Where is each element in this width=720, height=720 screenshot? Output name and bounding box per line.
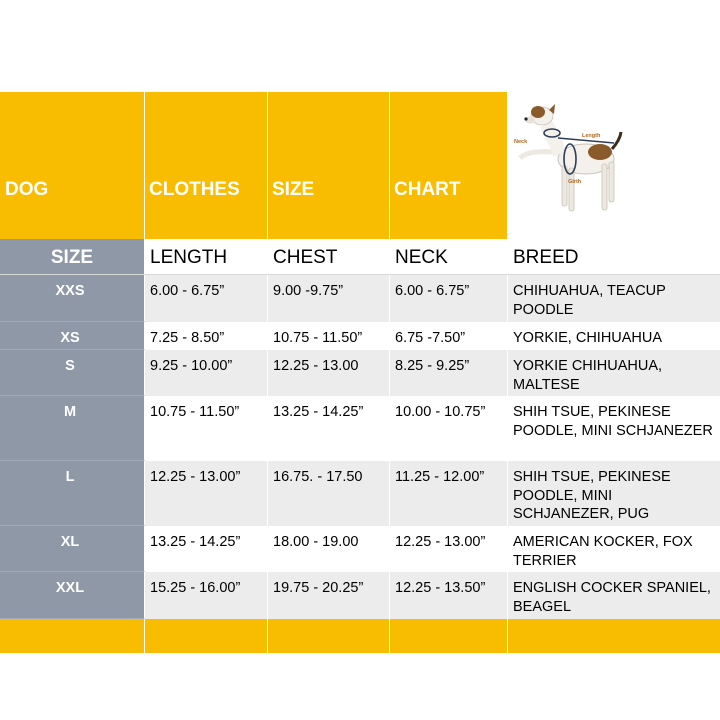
size-cell: L [0,461,145,526]
size-cell: XXL [0,572,145,619]
chest-cell: 13.25 - 14.25” [268,396,390,461]
length-cell: 9.25 - 10.00” [145,350,268,396]
length-cell: 12.25 - 13.00” [145,461,268,526]
label-neck: Neck [514,139,528,145]
neck-cell: 6.75 -7.50” [390,322,508,350]
breed-cell: YORKIE CHIHUAHUA, MALTESE [508,350,720,396]
table-row [0,322,720,350]
footer-band [0,619,720,653]
chest-cell: 12.25 - 13.00 [268,350,390,396]
column-header-neck: NECK [390,239,508,274]
title-header [0,92,720,239]
size-chart [0,92,720,653]
size-cell: S [0,350,145,396]
title-word-dog: DOG [0,92,145,239]
table-row [0,350,720,396]
title-word-clothes: CLOTHES [145,92,268,239]
label-length: Length [582,133,601,139]
dog-measurement-photo [508,92,720,239]
table-row [0,396,720,461]
dog-ear-patch [531,106,545,118]
breed-cell: SHIH TSUE, PEKINESE POODLE, MINI SCHJANEZER [508,396,720,461]
footer-cell [268,619,390,653]
neck-cell: 8.25 - 9.25” [390,350,508,396]
breed-cell: CHIHUAHUA, TEACUP POODLE [508,275,720,322]
table-row [0,275,720,322]
neck-cell: 11.25 - 12.00” [390,461,508,526]
title-word-size: SIZE [268,92,390,239]
length-cell: 15.25 - 16.00” [145,572,268,619]
chest-cell: 9.00 -9.75” [268,275,390,322]
neck-cell: 12.25 - 13.50” [390,572,508,619]
dog-nose [524,117,527,120]
size-cell: XXS [0,275,145,322]
neck-cell: 10.00 - 10.75” [390,396,508,461]
footer-cell [390,619,508,653]
size-cell: M [0,396,145,461]
column-header-chest: CHEST [268,239,390,274]
column-header-breed: BREED [508,239,720,274]
dog-measurement-illustration [508,92,720,239]
neck-cell: 6.00 - 6.75” [390,275,508,322]
neck-cell: 12.25 - 13.00” [390,526,508,572]
dog-raised-paw [520,152,554,158]
chest-cell: 18.00 - 19.00 [268,526,390,572]
length-cell: 7.25 - 8.50” [145,322,268,350]
column-header-length: LENGTH [145,239,268,274]
chest-cell: 19.75 - 20.25” [268,572,390,619]
breed-cell: AMERICAN KOCKER, FOX TERRIER [508,526,720,572]
label-girth: Girth [568,179,582,185]
title-word-chart: CHART [390,92,508,239]
size-cell: XL [0,526,145,572]
breed-cell: ENGLISH COCKER SPANIEL, BEAGEL [508,572,720,619]
footer-cell [508,619,720,653]
table-row [0,572,720,619]
chest-cell: 10.75 - 11.50” [268,322,390,350]
footer-cell [145,619,268,653]
breed-cell: YORKIE, CHIHUAHUA [508,322,720,350]
breed-cell: SHIH TSUE, PEKINESE POODLE, MINI SCHJANEZER, PUG [508,461,720,526]
chest-cell: 16.75. - 17.50 [268,461,390,526]
table-row [0,461,720,526]
column-header-row [0,239,720,275]
size-cell: XS [0,322,145,350]
dog-leg-back [602,164,607,210]
table-row [0,526,720,572]
length-cell: 6.00 - 6.75” [145,275,268,322]
footer-cell [0,619,145,653]
dog-leg-back2 [609,162,614,202]
dog-patch [588,144,612,160]
dog-tail [612,132,621,149]
column-header-size: SIZE [0,239,145,274]
length-cell: 10.75 - 11.50” [145,396,268,461]
length-cell: 13.25 - 14.25” [145,526,268,572]
